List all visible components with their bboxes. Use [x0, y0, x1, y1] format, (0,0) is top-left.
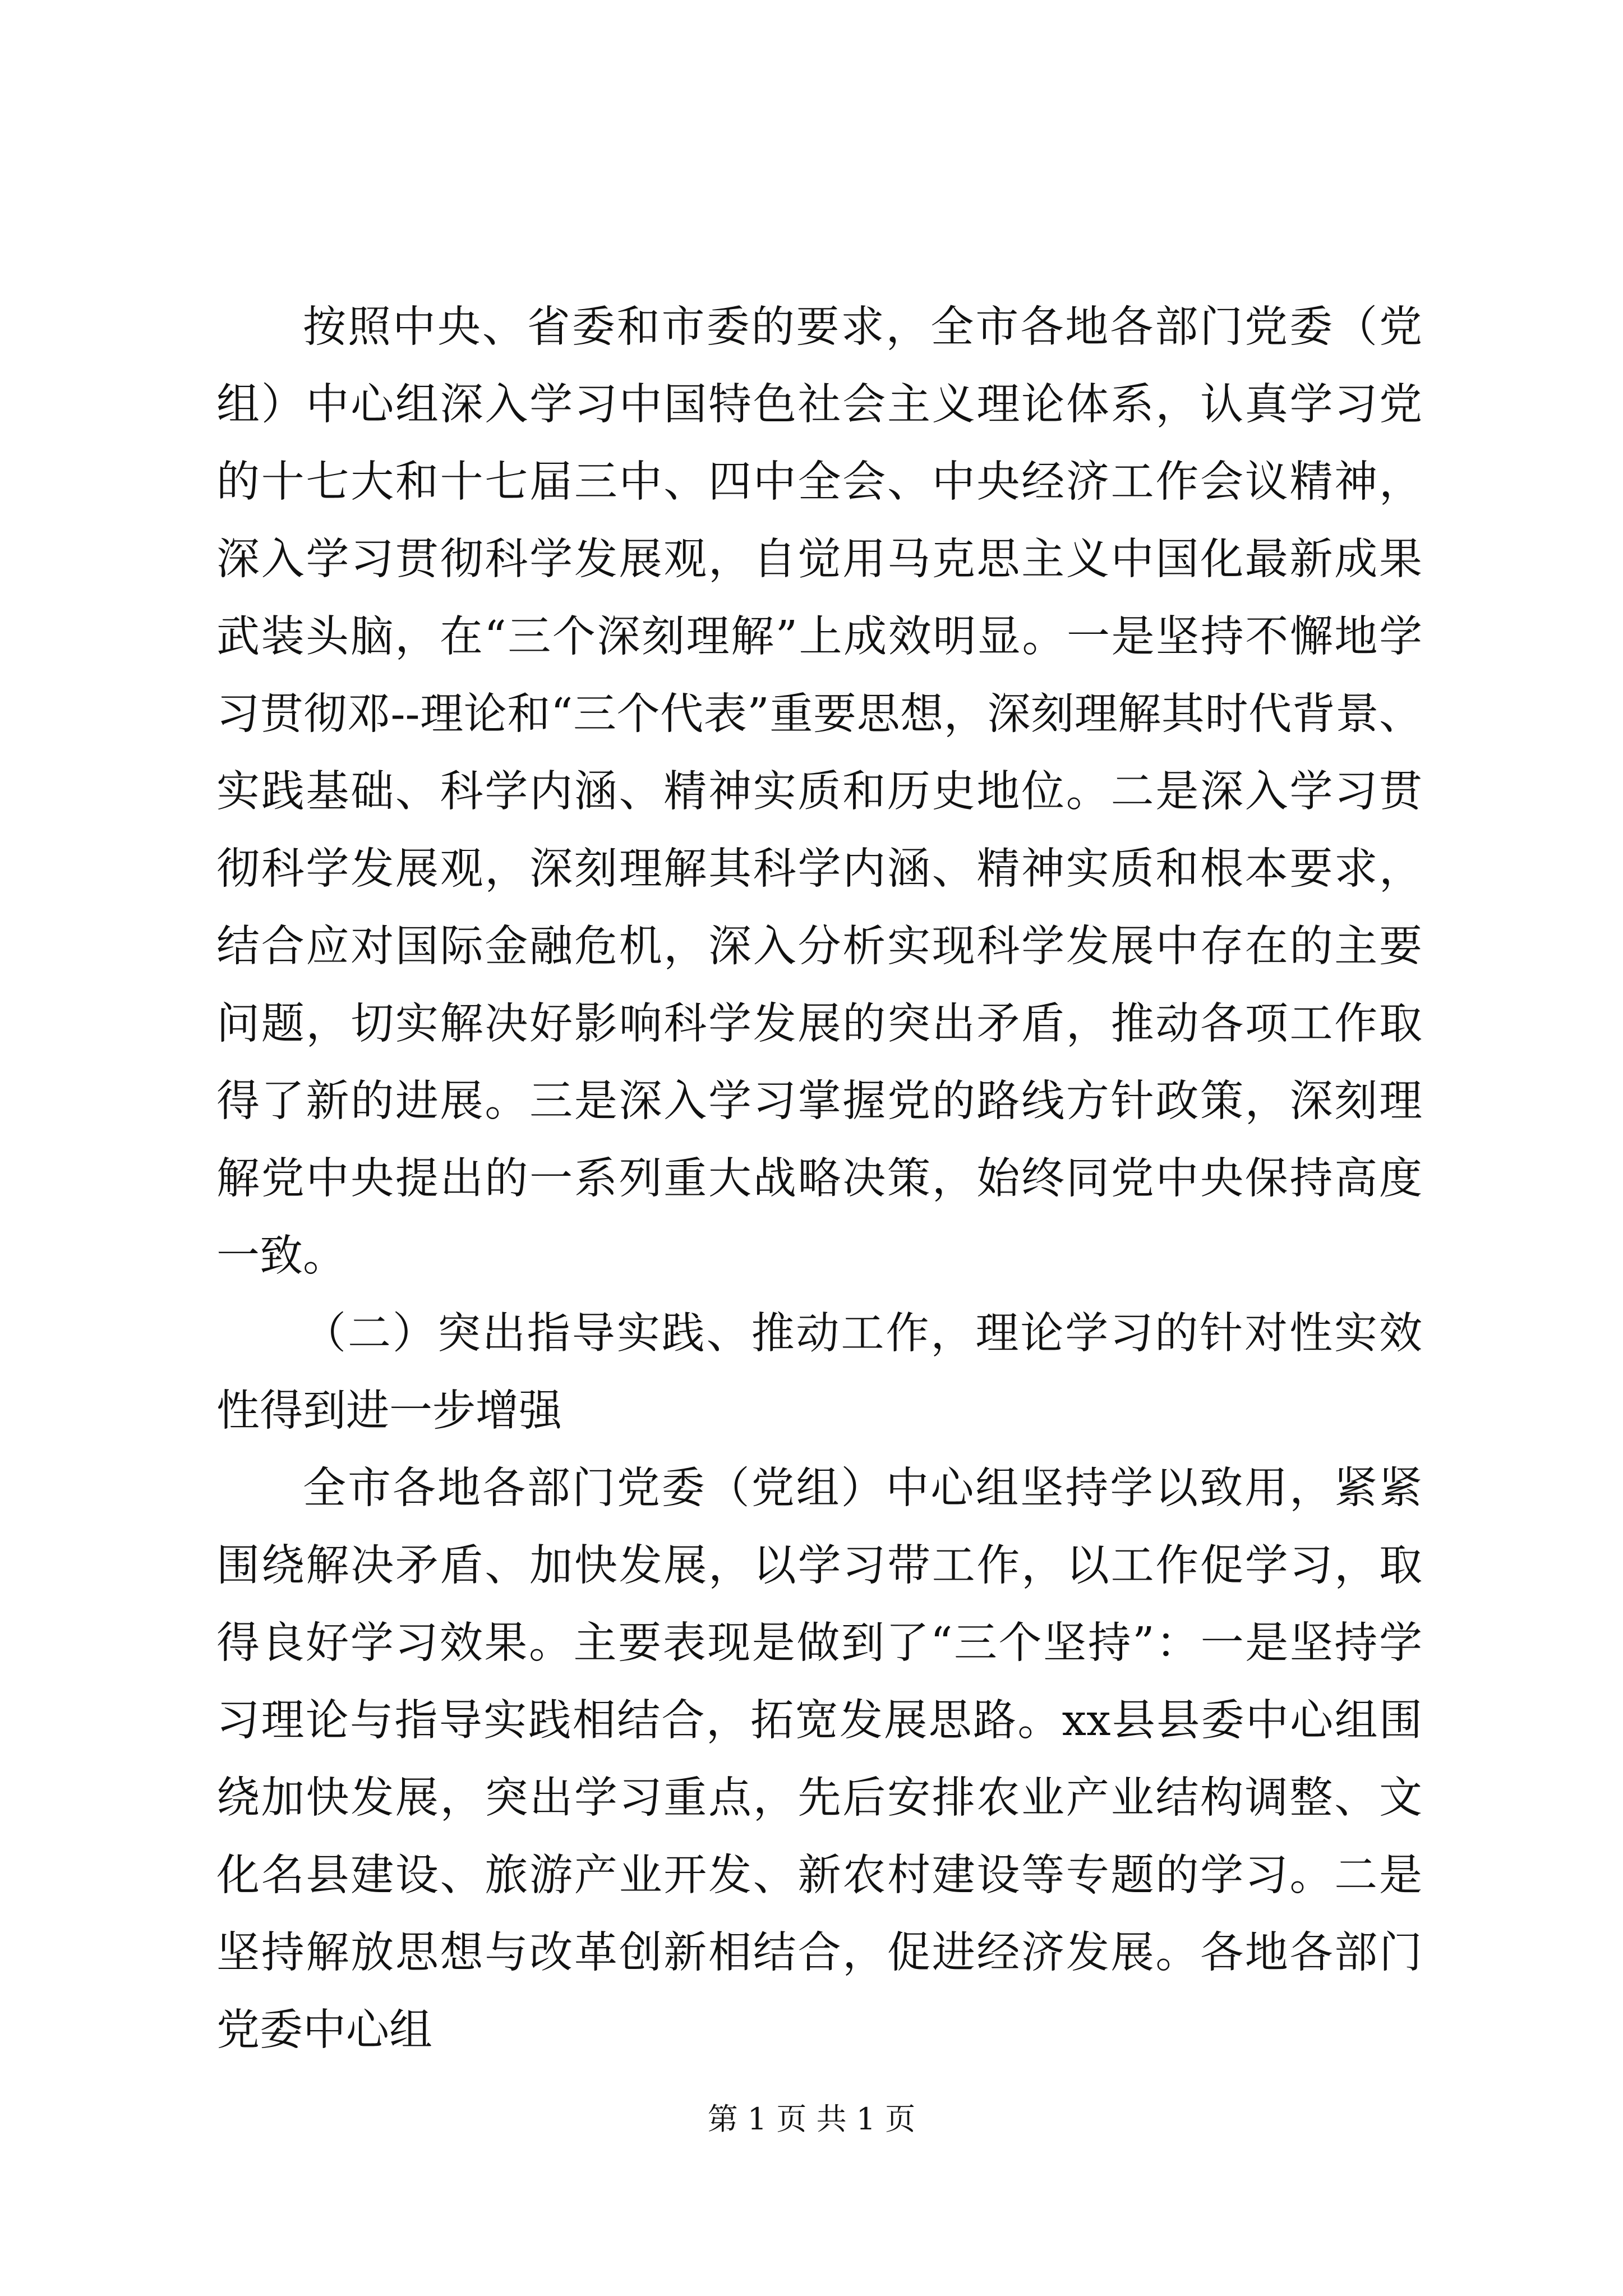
section-heading: （二）突出指导实践、推动工作，理论学习的针对性实效性得到进一步增强	[216, 1309, 1422, 1436]
body-paragraph: 全市各地各部门党委（党组）中心组坚持学以致用，紧紧围绕解决矛盾、加快发展，以学习带工作，以工作促学习，取得良好学习效果。主要表现是做到了“三个坚持”：一是坚持学习理论与指导实践相结合，拓宽发展思路。xx县县委中心组围绕加快发展，突出学习重点，先后安排农业产业结构调整、文化名县建设、旅游产业开发、新农村建设等专题的学习。二是坚持解放思想与改革创新相结合，促进经济发展。各地各部门党委中心组	[216, 1464, 1422, 2055]
page-footer: 第 1 页 共 1 页	[707, 2101, 916, 2137]
body-paragraph: 按照中央、省委和市委的要求，全市各地各部门党委（党组）中心组深入学习中国特色社会主义理论体系，认真学习党的十七大和十七届三中、四中全会、中央经济工作会议精神，深入学习贯彻科学发展观，自觉用马克思主义中国化最新成果武装头脑，在“三个深刻理解”上成效明显。一是坚持不懈地学习贯彻邓--理论和“三个代表”重要思想，深刻理解其时代背景、实践基础、科学内涵、精神实质和历史地位。二是深入学习贯彻科学发展观，深刻理解其科学内涵、精神实质和根本要求，结合应对国际金融危机，深入分析实现科学发展中存在的主要问题，切实解决好影响科学发展的突出矛盾，推动各项工作取得了新的进展。三是深入学习掌握党的路线方针政策，深刻理解党中央提出的一系列重大战略决策，始终同党中央保持高度一致。	[216, 302, 1422, 1281]
document-body	[216, 289, 1422, 2069]
